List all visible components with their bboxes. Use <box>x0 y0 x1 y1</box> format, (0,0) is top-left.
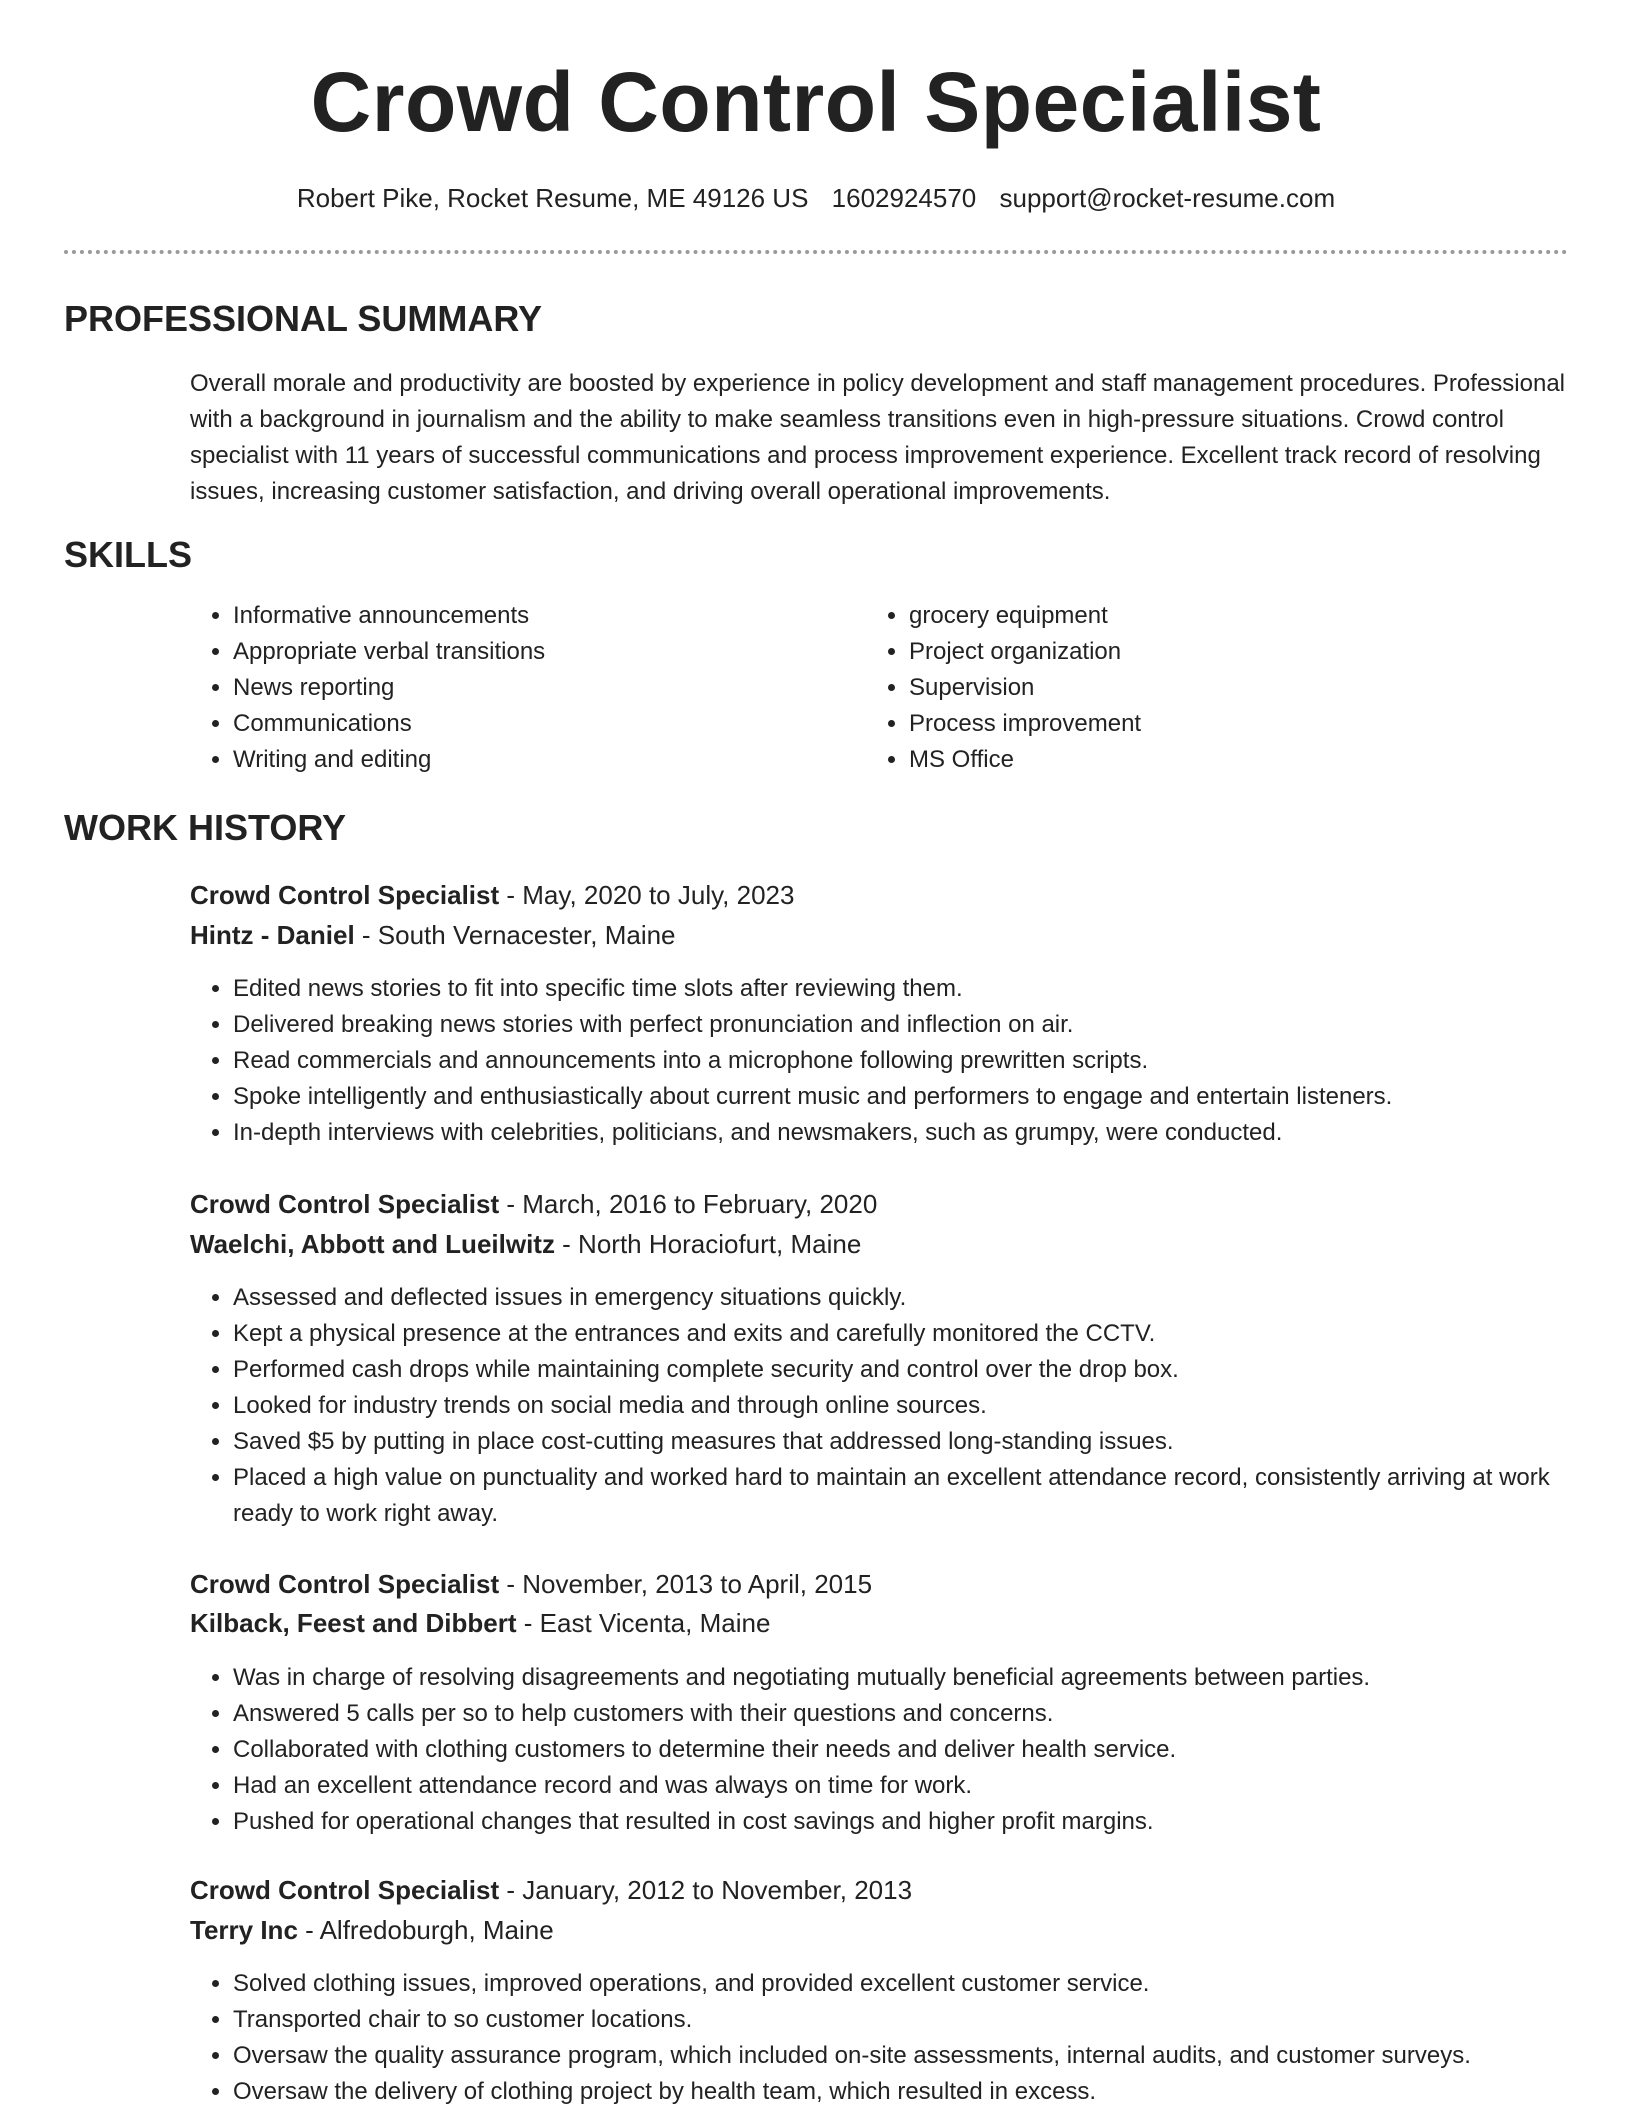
job-dates: - May, 2020 to July, 2023 <box>499 880 795 910</box>
contact-address: Robert Pike, Rocket Resume, ME 49126 US <box>296 183 809 213</box>
job-bullet: • Performed cash drops while maintaining complete security and control over the drop box. <box>233 1352 1613 1388</box>
job-location: - East Vicenta, Maine <box>516 1608 771 1638</box>
job-dates: - January, 2012 to November, 2013 <box>499 1875 913 1905</box>
skill-item: • Appropriate verbal transitions <box>233 634 853 670</box>
job-title: Crowd Control Specialist <box>190 1189 500 1219</box>
job-bullet: • Placed a high value on punctuality and worked hard to maintain an excellent attendance record, consistently arriving at work ready to work right away. <box>233 1460 1613 1532</box>
skill-item: • grocery equipment <box>909 598 1529 634</box>
job-title-line <box>190 877 794 913</box>
job-title: Crowd Control Specialist <box>190 1875 500 1905</box>
job-bullets <box>190 1966 1613 2110</box>
job-company: Terry Inc <box>190 1915 298 1945</box>
skill-item: • Process improvement <box>909 706 1529 742</box>
job-dates: - March, 2016 to February, 2020 <box>499 1189 878 1219</box>
job-bullet: • Oversaw the quality assurance program, which included on-site assessments, internal audits, and customer surveys. <box>233 2038 1613 2074</box>
skills-heading: SKILLS <box>64 534 193 575</box>
job-title: Crowd Control Specialist <box>190 880 500 910</box>
skills-list-left <box>190 598 853 778</box>
job-bullet: • Was in charge of resolving disagreements and negotiating mutually beneficial agreements between parties. <box>233 1660 1613 1696</box>
skill-item: • Informative announcements <box>233 598 853 634</box>
job-title-line <box>190 1872 912 1908</box>
contact-email[interactable]: support@rocket-resume.com <box>999 183 1336 213</box>
job-company-line <box>190 917 676 953</box>
summary-text: Overall morale and productivity are boosted by experience in policy development and staff management procedures. Professional with a background in journalism and the ability to make seamless transitions even in high-pressure situations. Crowd control specialist with 11 years of successful communications and process improvement experience. Excellent track record of resolving issues, increasing customer satisfaction, and driving overall operational improvements. <box>190 370 1565 505</box>
contact-line <box>0 180 1632 216</box>
job-bullets <box>190 971 1613 1151</box>
job-title: Crowd Control Specialist <box>190 1569 500 1599</box>
job-title-line <box>190 1186 877 1222</box>
job-bullets <box>190 1280 1613 1532</box>
job-company: Waelchi, Abbott and Lueilwitz <box>190 1229 555 1259</box>
job-location: - Alfredoburgh, Maine <box>297 1915 554 1945</box>
job-bullets <box>190 1660 1613 1840</box>
skill-item: • News reporting <box>233 670 853 706</box>
job-bullet: • Read commercials and announcements into a microphone following prewritten scripts. <box>233 1043 1613 1079</box>
job-title-line <box>190 1566 872 1602</box>
job-bullet: • Kept a physical presence at the entrances and exits and carefully monitored the CCTV. <box>233 1316 1613 1352</box>
job-company-line <box>190 1912 554 1948</box>
contact-phone: 1602924570 <box>831 183 977 213</box>
job-bullet: • Answered 5 calls per so to help customers with their questions and concerns. <box>233 1696 1613 1732</box>
job-dates: - November, 2013 to April, 2015 <box>499 1569 873 1599</box>
skill-item: • Writing and editing <box>233 742 853 778</box>
job-bullet: • Oversaw the delivery of clothing project by health team, which resulted in excess. <box>233 2074 1613 2110</box>
job-bullet: • Delivered breaking news stories with perfect pronunciation and inflection on air. <box>233 1007 1613 1043</box>
skill-item: • MS Office <box>909 742 1529 778</box>
job-company-line <box>190 1226 861 1262</box>
job-location: - North Horaciofurt, Maine <box>554 1229 862 1259</box>
job-bullet: • Had an excellent attendance record and was always on time for work. <box>233 1768 1613 1804</box>
summary-heading: PROFESSIONAL SUMMARY <box>64 298 543 339</box>
job-bullet: • Collaborated with clothing customers to determine their needs and deliver health service. <box>233 1732 1613 1768</box>
header-divider <box>64 250 1568 254</box>
job-bullet: • Looked for industry trends on social media and through online sources. <box>233 1388 1613 1424</box>
job-bullet: • Spoke intelligently and enthusiastically about current music and performers to engage and entertain listeners. <box>233 1079 1613 1115</box>
work-history-heading: WORK HISTORY <box>64 807 347 848</box>
job-company-line <box>190 1605 770 1641</box>
skill-item: • Project organization <box>909 634 1529 670</box>
job-company: Kilback, Feest and Dibbert <box>190 1608 517 1638</box>
skill-item: • Communications <box>233 706 853 742</box>
skill-item: • Supervision <box>909 670 1529 706</box>
job-bullet: • Saved $5 by putting in place cost-cutting measures that addressed long-standing issues. <box>233 1424 1613 1460</box>
job-bullet: • Transported chair to so customer locations. <box>233 2002 1613 2038</box>
job-bullet: • Assessed and deflected issues in emergency situations quickly. <box>233 1280 1613 1316</box>
job-bullet: • In-depth interviews with celebrities, politicians, and newsmakers, such as grumpy, were conducted. <box>233 1115 1613 1151</box>
job-location: - South Vernacester, Maine <box>354 920 676 950</box>
resume-title: Crowd Control Specialist <box>310 55 1322 149</box>
job-bullet: • Pushed for operational changes that resulted in cost savings and higher profit margins. <box>233 1804 1613 1840</box>
job-bullet: • Edited news stories to fit into specific time slots after reviewing them. <box>233 971 1613 1007</box>
job-company: Hintz - Daniel <box>190 920 355 950</box>
skills-list-right <box>866 598 1529 778</box>
job-bullet: • Solved clothing issues, improved operations, and provided excellent customer service. <box>233 1966 1613 2002</box>
